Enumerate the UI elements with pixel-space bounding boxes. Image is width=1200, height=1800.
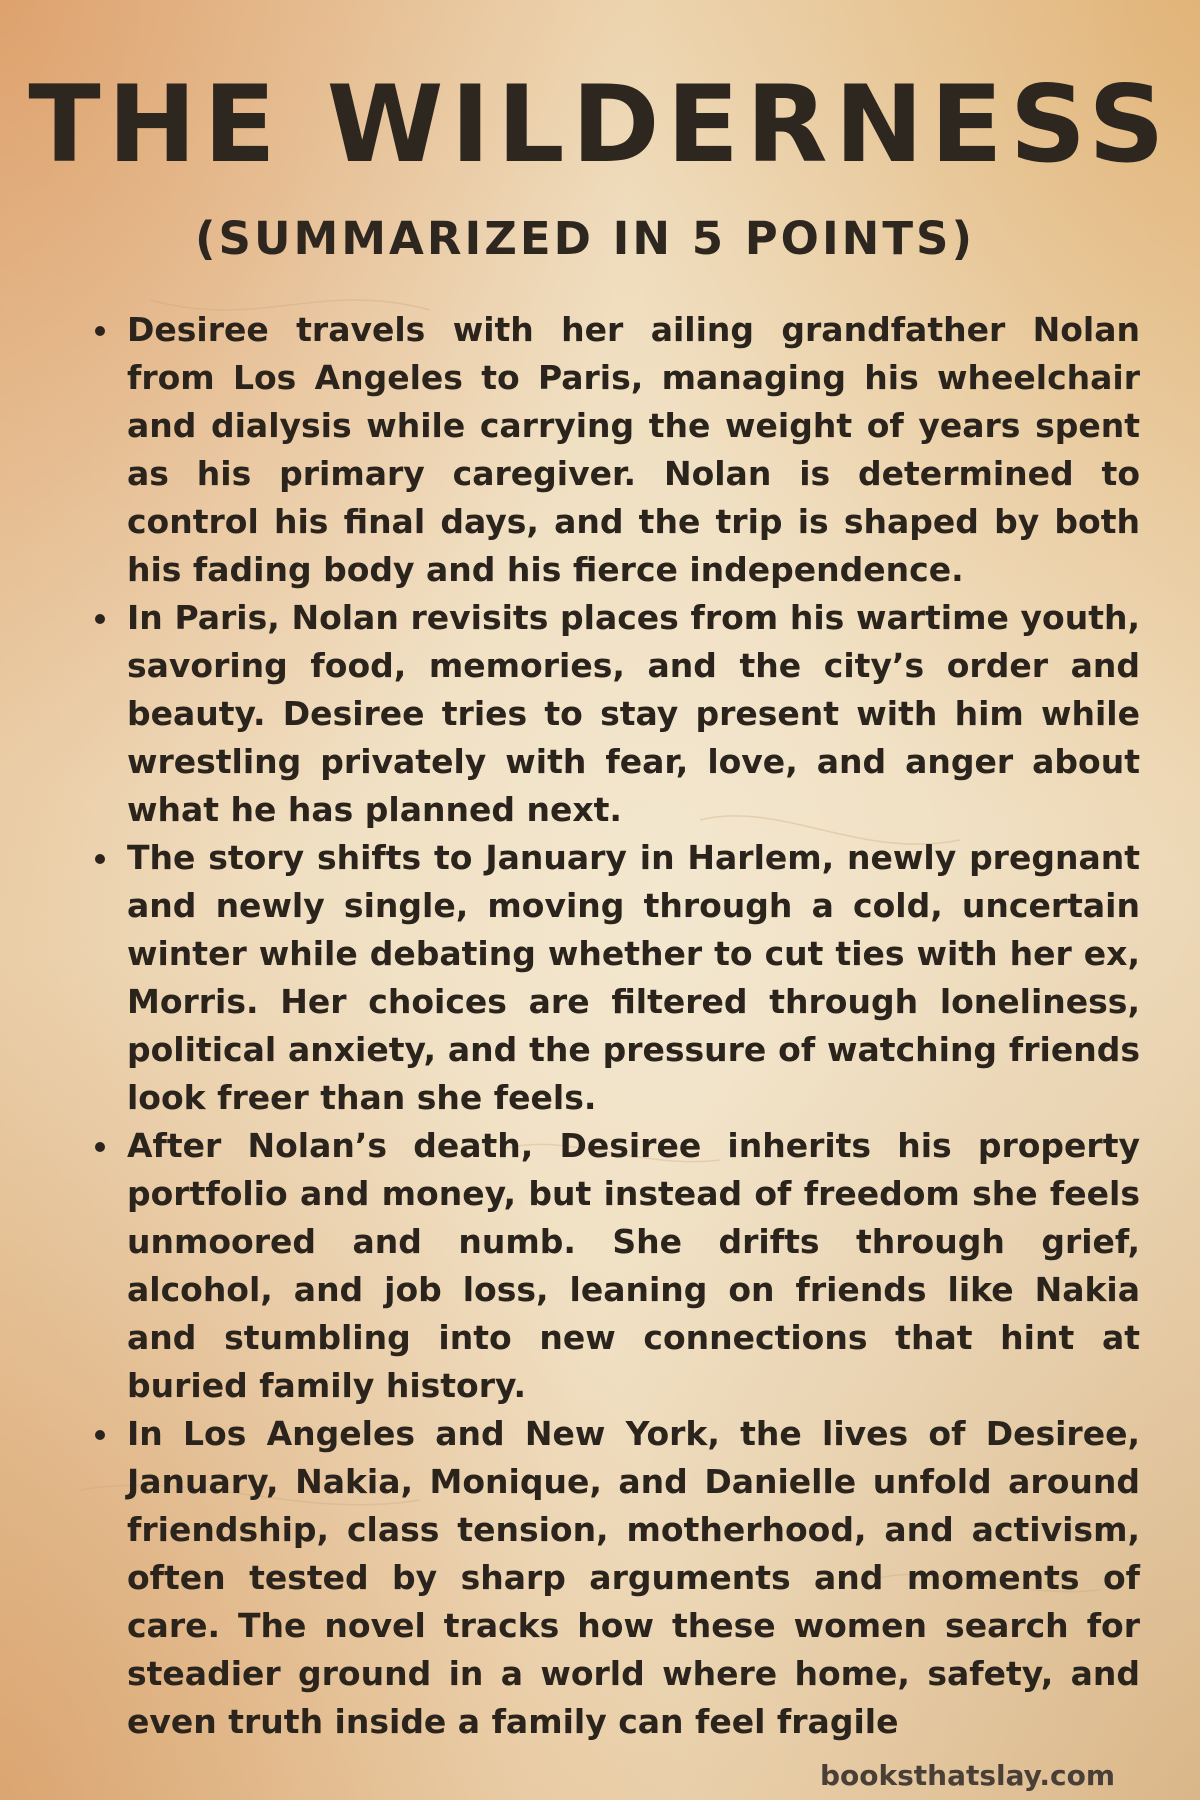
bullet-dot-icon bbox=[95, 326, 105, 336]
summary-point-text: In Los Angeles and New York, the lives of Desiree, January, Nakia, Monique, and Danielle unfold around friendship, class tension, motherhood, and activism, often tested by sharp arguments and moments of care. The novel tracks how these women search for steadier ground in a world where home, safety, and even truth inside a family can feel fragile bbox=[127, 1414, 1140, 1741]
summary-point-text: Desiree travels with her ailing grandfather Nolan from Los Angeles to Paris, managing his wheelchair and dialysis while carrying the weight of years spent as his primary caregiver. Nolan is determined to control his final days, and the trip is shaped by both his fading body and his fierce independence. bbox=[127, 310, 1140, 589]
summary-point-text: After Nolan’s death, Desiree inherits his property portfolio and money, but instead of freedom she feels unmoored and numb. She drifts through grief, alcohol, and job loss, leaning on friends like Nakia and stumbling into new connections that hint at buried family history. bbox=[127, 1126, 1140, 1405]
summary-point-text: The story shifts to January in Harlem, newly pregnant and newly single, moving through a cold, uncertain winter while debating whether to cut ties with her ex, Morris. Her choices are filtered through loneliness, political anxiety, and the pressure of watching friends look freer than she feels. bbox=[127, 838, 1140, 1117]
bullet-dot-icon bbox=[95, 614, 105, 624]
summary-point bbox=[93, 594, 1140, 834]
summary-points-list bbox=[93, 306, 1140, 1746]
page-title: THE WILDERNESS bbox=[28, 63, 1172, 186]
page-subtitle: (SUMMARIZED IN 5 POINTS) bbox=[194, 212, 976, 265]
summary-point-text: In Paris, Nolan revisits places from his wartime youth, savoring food, memories, and the city’s order and beauty. Desiree tries to stay present with him while wrestling privately with fear, love, and anger about what he has planned next. bbox=[127, 598, 1140, 829]
bullet-dot-icon bbox=[95, 1142, 105, 1152]
summary-point bbox=[93, 834, 1140, 1122]
site-credit: booksthatslay.com bbox=[819, 1759, 1115, 1792]
bullet-dot-icon bbox=[95, 1430, 105, 1440]
bullet-dot-icon bbox=[95, 854, 105, 864]
summary-point bbox=[93, 1410, 1140, 1746]
summary-point bbox=[93, 306, 1140, 594]
summary-point bbox=[93, 1122, 1140, 1410]
